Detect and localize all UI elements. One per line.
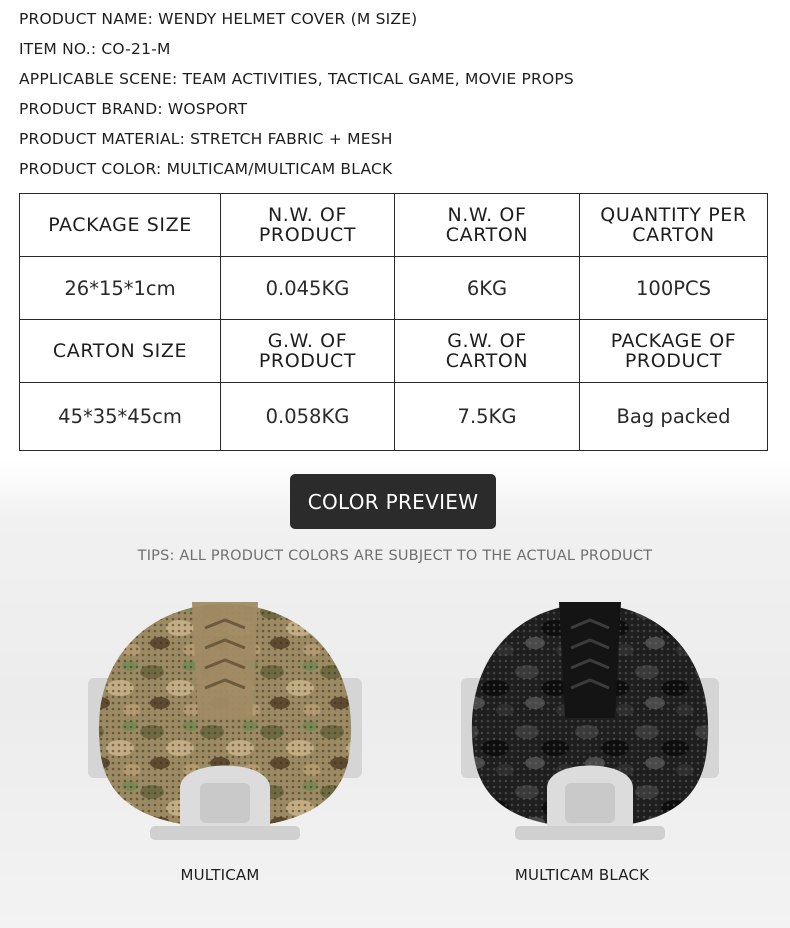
header-nw-product: N.W. OF PRODUCT <box>221 194 395 257</box>
cell-nw-product: 0.045KG <box>221 257 395 320</box>
product-specs <box>19 8 574 188</box>
cell-package: Bag packed <box>580 383 768 451</box>
multicam-helmet-image <box>80 598 370 848</box>
cell-quantity: 100PCS <box>580 257 768 320</box>
color-preview-button[interactable]: COLOR PREVIEW <box>290 474 496 529</box>
header-gw-product: G.W. OF PRODUCT <box>221 320 395 383</box>
header-nw-carton: N.W. OF CARTON <box>395 194 580 257</box>
product-name: PRODUCT NAME: WENDY HELMET COVER (M SIZE) <box>19 10 418 28</box>
multicam-black-helmet-image <box>455 598 725 848</box>
cell-carton-size: 45*35*45cm <box>20 383 221 451</box>
product-material: PRODUCT MATERIAL: STRETCH FABRIC + MESH <box>19 130 393 148</box>
packaging-table <box>19 193 768 451</box>
header-carton-size: CARTON SIZE <box>20 320 221 383</box>
cell-gw-product: 0.058KG <box>221 383 395 451</box>
table-row <box>20 257 768 320</box>
header-package: PACKAGE OF PRODUCT <box>580 320 768 383</box>
header-quantity: QUANTITY PER CARTON <box>580 194 768 257</box>
table-row <box>20 383 768 451</box>
header-gw-carton: G.W. OF CARTON <box>395 320 580 383</box>
product-brand: PRODUCT BRAND: WOSPORT <box>19 100 248 118</box>
tips-text: TIPS: ALL PRODUCT COLORS ARE SUBJECT TO THE ACTUAL PRODUCT <box>137 548 653 564</box>
cell-package-size: 26*15*1cm <box>20 257 221 320</box>
table-row <box>20 194 768 257</box>
table-row <box>20 320 768 383</box>
product-color: PRODUCT COLOR: MULTICAM/MULTICAM BLACK <box>19 160 393 178</box>
cell-gw-carton: 7.5KG <box>395 383 580 451</box>
cell-nw-carton: 6KG <box>395 257 580 320</box>
applicable-scene: APPLICABLE SCENE: TEAM ACTIVITIES, TACTICAL GAME, MOVIE PROPS <box>19 70 574 88</box>
header-package-size: PACKAGE SIZE <box>20 194 221 257</box>
multicam-black-label: MULTICAM BLACK <box>514 866 650 884</box>
item-number: ITEM NO.: CO-21-M <box>19 40 171 58</box>
multicam-label: MULTICAM <box>180 866 260 884</box>
